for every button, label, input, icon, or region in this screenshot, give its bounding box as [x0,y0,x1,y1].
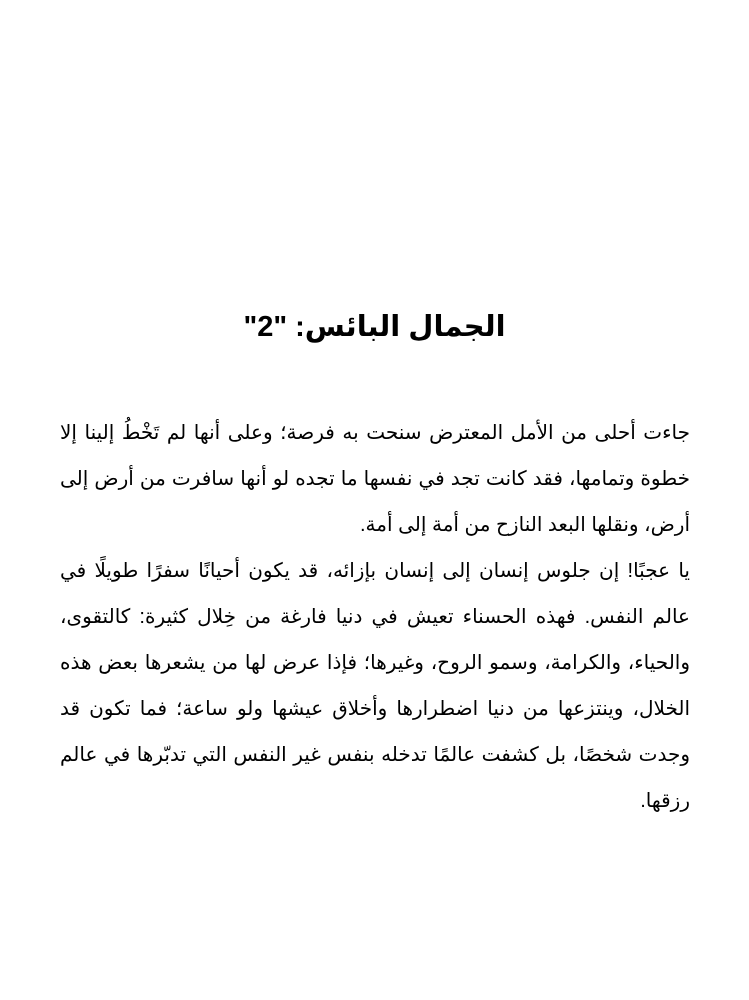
paragraph-1: جاءت أحلى من الأمل المعترض سنحت به فرصة؛ وعلى أنها لم تَخْطُ إلينا إلا خطوة وتمامها، فقد كانت تجد في نفسها ما تجده لو أنها سافرت من أرض إلى أرض، ونقلها البعد النازح من أمة إلى أمة. [60,422,690,536]
body-text [60,410,690,824]
page-title: الجمال البائس: "2" [243,311,506,343]
paragraph-2: يا عجبًا! إن جلوس إنسان إلى إنسان بإزائه، قد يكون أحيانًا سفرًا طويلًا في عالم النفس. فهذه الحسناء تعيش في دنيا فارغة من خِلال كثيرة: كالتقوى، والحياء، والكرامة، وسمو الروح، وغيرها؛ فإذا عرض لها من يشعرها بعض هذه الخلال، وينتزعها من دنيا اضطرارها وأخلاق عيشها ولو ساعة؛ فما تكون قد وجدت شخصًا، بل كشفت عالمًا تدخله بنفس غير النفس التي تدبّرها في عالم رزقها. [60,560,691,812]
